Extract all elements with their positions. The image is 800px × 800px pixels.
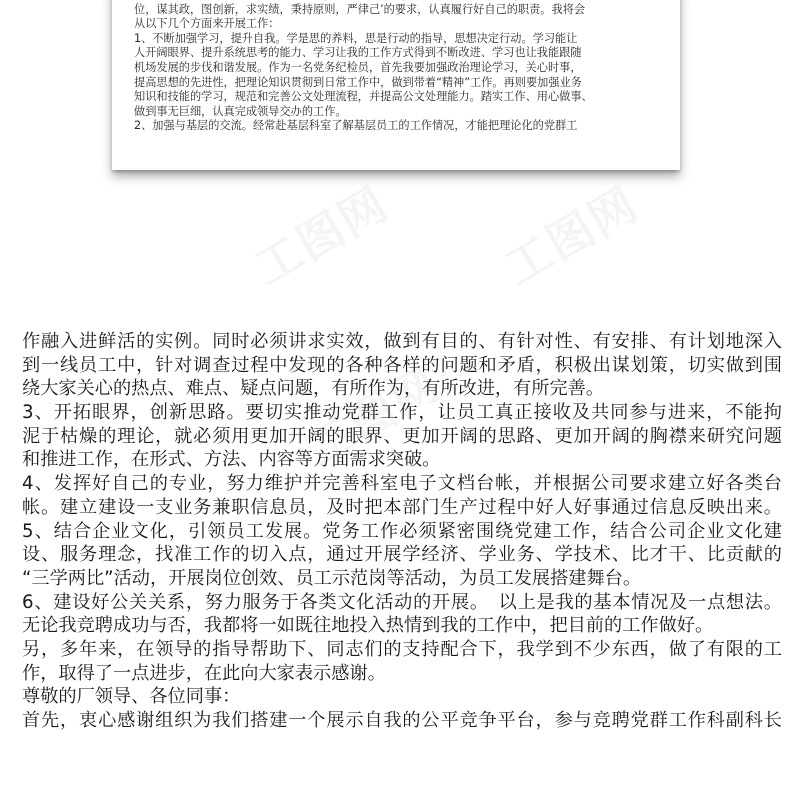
bottom-fade: [0, 786, 800, 800]
body-line: 4、发挥好自己的专业，努力维护并完善科室电子文档台帐，并根据公司要求建立好各类台: [22, 473, 782, 495]
preview-line: 机场发展的步伐和谐发展。作为一名党务纪检员，首先我要加强政治理论学习，关心时事，: [134, 60, 582, 74]
body-line: 首先，衷心感谢组织为我们搭建一个展示自我的公平竞争平台，参与竞聘党群工作科副科长: [22, 710, 782, 731]
body-line: 作融入进鲜活的实例。同时必须讲求实效，做到有目的、有针对性、有安排、有计划地深入: [22, 331, 782, 352]
preview-line: 从以下几个方面来开展工作：: [134, 17, 280, 31]
body-line: 尊敬的厂领导、各位同事：: [22, 686, 241, 708]
body-line: 另，多年来，在领导的指导帮助下、同志们的支持配合下，我学到不少东西，做了有限的工: [22, 638, 782, 660]
preview-line: 知识和技能的学习，规范和完善公文处理流程，并提高公文处理能力。踏实工作、用心做事、: [134, 90, 593, 104]
body-line: 作，取得了一点进步，在此向大家表示感谢。: [22, 662, 386, 684]
preview-line: 2、加强与基层的交流。经常赴基层科室了解基层员工的工作情况，才能把理论化的党群工: [134, 119, 578, 133]
preview-line: 提高思想的先进性，把理论知识贯彻到日常工作中，做到带着“精神”工作。再则要加强业务: [134, 75, 582, 89]
preview-line: 位，谋其政，图创新，求实绩，秉持原则，严律己’的要求，认真履行好自己的职责。我将会: [134, 2, 586, 16]
document-body: [22, 330, 782, 733]
preview-line: 做到事无巨细，认真完成领导交办的工作。: [134, 104, 347, 118]
body-line: 到一线员工中，针对调查过程中发现的各种各样的问题和矛盾，积极出谋划策，切实做到围: [22, 354, 782, 376]
body-line: 无论我竞聘成功与否，我都将一如既往地投入热情到我的工作中，把目前的工作做好。: [22, 615, 714, 637]
watermark: [241, 168, 399, 297]
body-line: 5、结合企业文化，引领员工发展。党务工作必须紧密围绕党建工作，结合公司企业文化建: [22, 520, 782, 542]
body-line: 和推进工作，在形式、方法、内容等方面需求突破。: [22, 449, 441, 471]
preview-text: [134, 0, 662, 134]
watermark: [491, 168, 649, 297]
body-line: 帐。建立建设一支业务兼职信息员，及时把本部门生产过程中好人好事通过信息反映出来。: [22, 496, 782, 518]
body-line: 6、建设好公关关系，努力服务于各类文化活动的开展。 以上是我的基本情况及一点想法。: [22, 591, 782, 613]
body-line: 绕大家关心的热点、难点、疑点问题，有所作为，有所改进，有所完善。: [22, 378, 605, 400]
preview-line: 1、不断加强学习，提升自我。学是思的养料，思是行动的指导，思想决定行动。学习能让: [134, 31, 578, 45]
preview-line: 人开阔眼界、提升系统思考的能力、学习让我的工作方式得到不断改进、学习也让我能跟随: [134, 46, 582, 60]
body-line: “三学两比”活动，开展岗位创效、员工示范岗等活动，为员工发展搭建舞台。: [22, 567, 642, 589]
body-line: 泥于枯燥的理论，就必须用更加开阔的眼界、更加开阔的思路、更加开阔的胸襟来研究问题: [22, 425, 782, 447]
document-preview-card: [112, 0, 680, 170]
body-line: 设、服务理念，找准工作的切入点，通过开展学经济、学业务、学技术、比才干、比贡献的: [22, 544, 782, 566]
body-line: 3、开拓眼界，创新思路。要切实推动党群工作，让员工真正接收及共同参与进来，不能拘: [22, 402, 782, 424]
